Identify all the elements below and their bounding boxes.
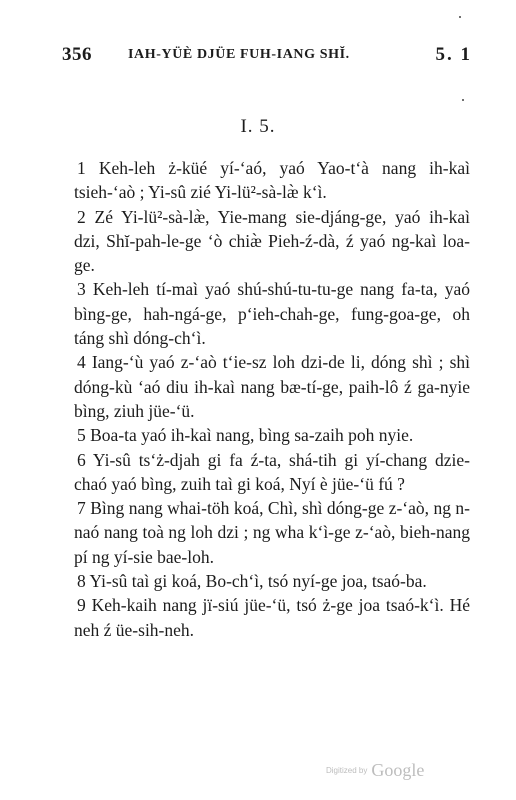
verse-3: 3 Keh-leh tí-maì yaó shú-shú-tu-tu-ge nang fa-ta, yaó bìng-ge, hah-ngá-ge, p‘ieh-chah-ge, fung-goa-ge, oh táng shì dóng-ch‘ì. (74, 279, 470, 349)
digitized-by-text: Digitized by (326, 766, 368, 775)
print-speck (462, 99, 464, 101)
verse-6: 6 Yi-sû ts‘ż-djah gi fa ź-ta, shá-tih gi yí-chang dzie-chaó yaó bìng, zuih taì gi koá, Nyí è jüe-‘ü fú ? (74, 449, 470, 494)
verse-1: 1 Keh-leh ż-küé yí-‘aó, yaó Yao-t‘à nang ih-kaì tsieh-‘aò ; Yi-sû zié Yi-lü²-sà-læ̀ k‘ì. (74, 158, 470, 203)
running-title: IAH-YÜÈ DJÜE FUH-IANG SHĬ. (128, 47, 350, 62)
verse-8: 8 Yi-sû taì gi koá, Bo-ch‘ì, tsó nyí-ge joa, tsaó-ba. (77, 571, 427, 592)
verse-2: 2 Zé Yi-lü²-sà-læ̀, Yie-mang sie-djáng-ge, yaó ih-kaì dzi, Shĭ-pah-le-ge ‘ò chiæ̀ Pieh-ź-dà, ź yaó ng-kaì loa-ge. (74, 206, 470, 276)
digitization-watermark (326, 760, 446, 784)
page-header (62, 44, 472, 70)
google-logo: Google (371, 760, 425, 780)
section-reference: 5. 1 (435, 44, 472, 65)
verse-4: 4 Iang-‘ù yaó z-‘aò t‘ie-sz loh dzi-de li, dóng shì ; shì dóng-kù ‘aó diu ih-kaì nang bæ-tí-ge, paih-lô ź ga-nyie bìng, ziuh jüe-‘ü. (74, 352, 470, 421)
verse-9: 9 Keh-kaih nang jï-siú jüe-‘ü, tsó ż-ge joa tsaó-k‘ì. Hé neh ź üe-sih-neh. (74, 595, 470, 640)
verse-5: 5 Boa-ta yaó ih-kaì nang, bìng sa-zaih poh nyie. (77, 425, 414, 446)
print-speck (459, 16, 461, 18)
chapter-heading: I. 5. (240, 116, 276, 137)
page-number: 356 (62, 44, 92, 65)
verse-7: 7 Bìng nang whai-töh koá, Chì, shì dóng-ge z-‘aò, ng n-naó nang toà ng loh dzi ; ng wha k‘ì-ge z-‘aò, bieh-nang pí ng yí-sie bae-loh. (74, 498, 470, 567)
verse-list (74, 156, 470, 642)
